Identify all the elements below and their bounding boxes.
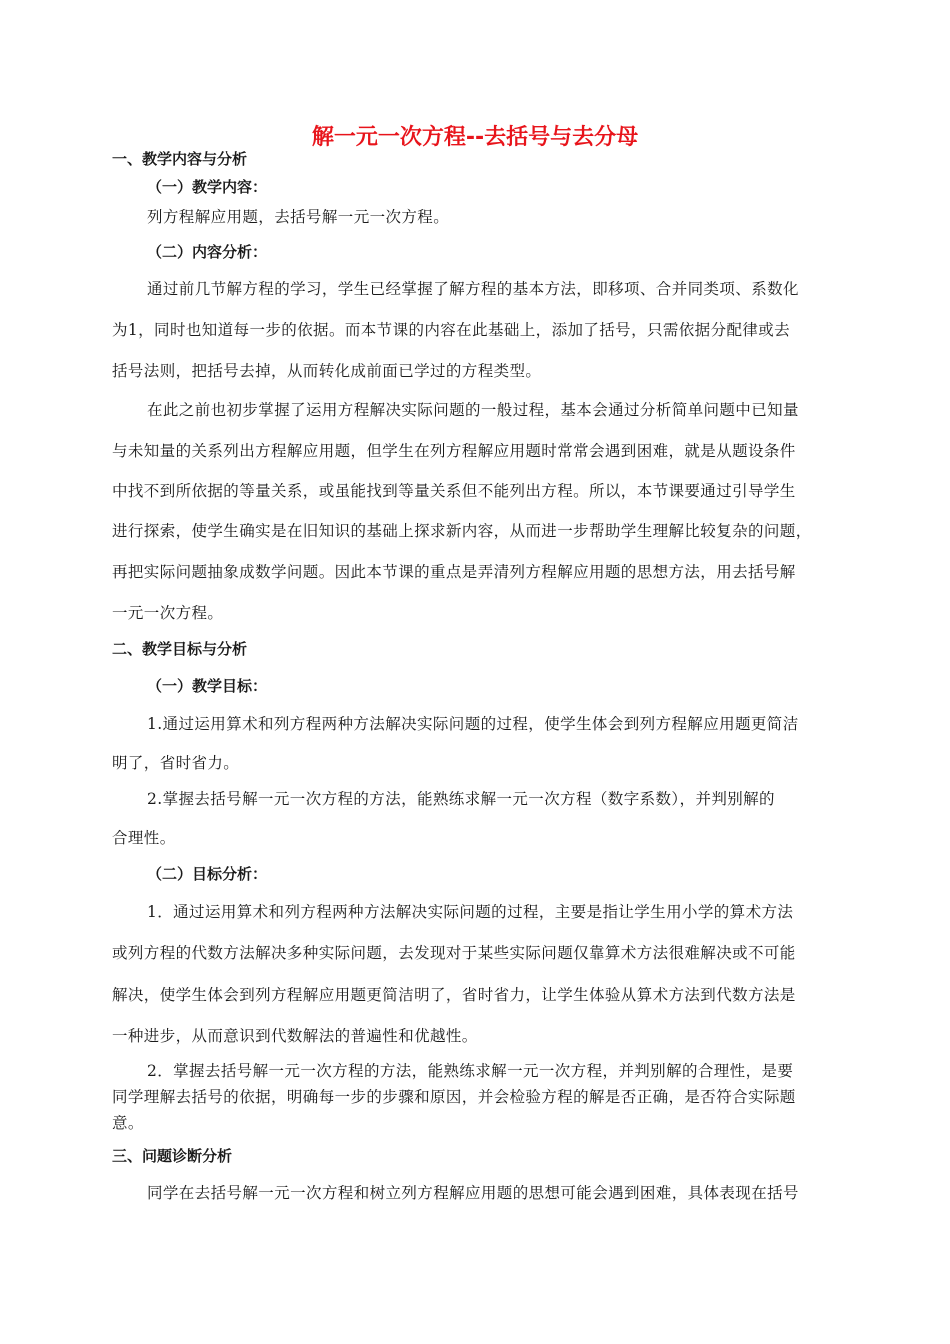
paragraph-line: 括号法则，把括号去掉，从而转化成前面已学过的方程类型。: [112, 362, 542, 380]
paragraph-line: 明了，省时省力。: [112, 754, 240, 772]
paragraph-line: 或列方程的代数方法解决多种实际问题，去发现对于某些实际问题仅靠算术方法很难解决或不可能: [112, 944, 796, 962]
paragraph-line: 中找不到所依据的等量关系，或虽能找到等量关系但不能列出方程。所以，本节课要通过引导学生: [112, 482, 796, 500]
subsection-heading-1-1: （一）教学内容：: [147, 178, 268, 196]
paragraph-line: 再把实际问题抽象成数学问题。因此本节课的重点是弄清列方程解应用题的思想方法，用去括号解: [112, 563, 796, 581]
paragraph-line: 通过前几节解方程的学习，学生已经掌握了解方程的基本方法，即移项、合并同类项、系数化: [147, 280, 799, 298]
paragraph-line: 列方程解应用题，去括号解一元一次方程。: [147, 208, 450, 226]
subsection-heading-2-2: （二）目标分析：: [147, 865, 268, 883]
paragraph-line: 进行探索，使学生确实是在旧知识的基础上探求新内容，从而进一步帮助学生理解比较复杂的问题，: [112, 522, 812, 540]
paragraph-line: 合理性。: [112, 829, 176, 847]
subsection-heading-2-1: （一）教学目标：: [147, 677, 268, 695]
paragraph-line: 意。: [112, 1114, 144, 1132]
paragraph-line: 1.通过运用算术和列方程两种方法解决实际问题的过程，使学生体会到列方程解应用题更简洁: [147, 715, 799, 733]
paragraph-line: 一种进步，从而意识到代数解法的普遍性和优越性。: [112, 1027, 478, 1045]
paragraph-line: 解决，使学生体会到列方程解应用题更简洁明了，省时省力，让学生体验从算术方法到代数方法是: [112, 986, 796, 1004]
paragraph-line: 为1，同时也知道每一步的依据。而本节课的内容在此基础上，添加了括号，只需依据分配律或去: [112, 321, 791, 339]
document-title: 解一元一次方程--去括号与去分母: [311, 125, 639, 150]
paragraph-line: 在此之前也初步掌握了运用方程解决实际问题的一般过程，基本会通过分析简单问题中已知量: [147, 401, 799, 419]
paragraph-line: 与未知量的关系列出方程解应用题，但学生在列方程解应用题时常常会遇到困难，就是从题设条件: [112, 442, 796, 460]
paragraph-line: 同学理解去括号的依据，明确每一步的步骤和原因，并会检验方程的解是否正确，是否符合实际题: [112, 1088, 796, 1106]
section-heading-1: 一、教学内容与分析: [112, 150, 248, 168]
paragraph-line: 2.掌握去括号解一元一次方程的方法，能熟练求解一元一次方程（数字系数），并判别解的: [147, 790, 775, 808]
paragraph-line: 一元一次方程。: [112, 604, 224, 622]
section-heading-2: 二、教学目标与分析: [112, 640, 248, 658]
subsection-heading-1-2: （二）内容分析：: [147, 243, 268, 261]
section-heading-3: 三、问题诊断分析: [112, 1147, 233, 1165]
paragraph-line: 同学在去括号解一元一次方程和树立列方程解应用题的思想可能会遇到困难，具体表现在括号: [147, 1184, 799, 1202]
paragraph-line: 2．掌握去括号解一元一次方程的方法，能熟练求解一元一次方程，并判别解的合理性，是要: [147, 1062, 794, 1080]
paragraph-line: 1．通过运用算术和列方程两种方法解决实际问题的过程，主要是指让学生用小学的算术方法: [147, 903, 794, 921]
